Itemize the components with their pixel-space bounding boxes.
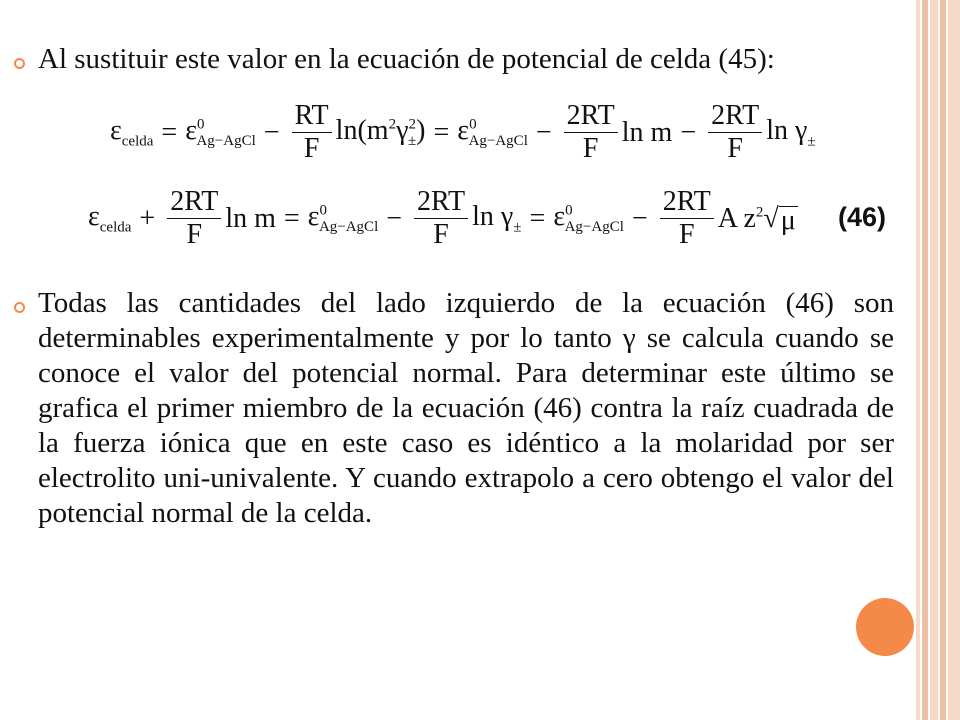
equation-number: (46) [838,202,887,232]
equation-1: $\varepsilon_{celda}$ = $\varepsilon^0_{Ag-AgCl}$ − $\frac{RT}{F}$ $\ln(m^2\gamma^2_\pm)$ = $\varepsilon^0_{Ag-AgCl}$ − $\frac{2RT}{F}$ ln m − $\frac{2RT}{F}$ $\ln \gamma_\pm$ [110,100,816,164]
decorative-circle [856,598,914,656]
equation-46: $\varepsilon_{celda}$ + $\frac{2RT}{F}$ ln m = $\varepsilon^0_{Ag-AgCl}$ − $\frac{2RT}{F}$ $\ln \gamma_\pm$ = $\varepsilon^0_{Ag-AgCl}$ − $\frac{2RT}{F}$ A $z^2$ √ μ [88,186,796,250]
paragraph-explanation: Todas las cantidades del lado izquierdo de la ecuación (46) son determinables experimentalmente y por lo tanto γ se calcula cuando se conoce el valor del potencial normal. Para determinar este último se grafica el primer miembro de la ecuación (46) contra la raíz cuadrada de la fuerza iónica que en este caso es idéntico a la molaridad por ser electrolito uni-univalente. Y cuando extrapolo a cero obtengo el valor del potencial normal de la celda. [38,287,894,529]
stripe [916,0,920,720]
bullet-icon [14,58,25,69]
stripe [940,0,946,720]
paragraph-intro: Al sustituir este valor en la ecuación de potencial de celda (45): [38,43,775,75]
decorative-stripes [916,0,960,720]
stripe [930,0,938,720]
bullet-icon [14,302,25,313]
stripe [922,0,928,720]
stripe [948,0,960,720]
